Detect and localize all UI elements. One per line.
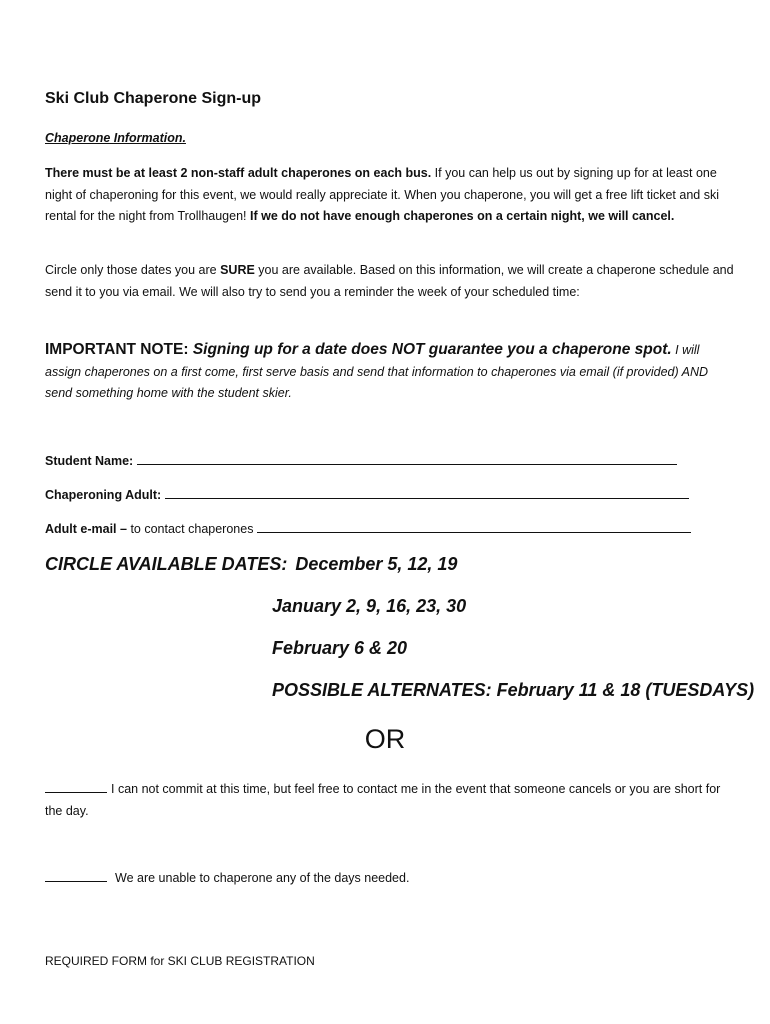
chaperoning-adult-field xyxy=(45,486,689,502)
requirement-bold-text: There must be at least 2 non-staff adult chaperones on each bus. xyxy=(45,166,432,180)
circle-dates-row xyxy=(45,554,457,575)
student-name-label: Student Name: xyxy=(45,454,134,468)
student-name-field xyxy=(45,452,677,468)
adult-email-line[interactable] xyxy=(257,520,691,533)
adult-email-field xyxy=(45,520,691,536)
option-unable xyxy=(45,868,735,890)
cannot-commit-blank[interactable] xyxy=(45,780,107,793)
circle-text-2: you are available. Based on this information, we will create a chaperone schedule and send it to you via email. We will also try to send you a reminder the week of your scheduled time: xyxy=(45,263,734,299)
requirement-text: If you can help us out by signing up for at least one night of chaperoning for this event, we would really appreciate it. When you chaperone, you will get a free lift ticket and ski rental for the night from Trollhaugen! xyxy=(45,166,719,223)
circle-text-1: Circle only those dates you are xyxy=(45,263,221,277)
circle-dates-paragraph xyxy=(45,260,735,303)
important-note xyxy=(45,339,735,405)
date-option-december[interactable]: December 5, 12, 19 xyxy=(295,554,458,574)
date-option-january[interactable]: January 2, 9, 16, 23, 30 xyxy=(272,596,467,616)
option-cannot-commit xyxy=(45,779,735,822)
unable-text: We are unable to chaperone any of the days needed. xyxy=(115,871,410,885)
chaperoning-adult-line[interactable] xyxy=(165,486,689,499)
date-option-alternates[interactable]: POSSIBLE ALTERNATES: February 11 & 18 (TUESDAYS) xyxy=(272,680,755,700)
chaperoning-adult-label: Chaperoning Adult: xyxy=(45,488,162,502)
cancel-warning-text: If we do not have enough chaperones on a certain night, we will cancel. xyxy=(246,209,675,223)
circle-dates-label: CIRCLE AVAILABLE DATES: xyxy=(45,554,288,574)
cannot-commit-text: I can not commit at this time, but feel free to contact me in the event that someone cancels or you are short for the day. xyxy=(45,782,721,818)
adult-email-hint: to contact chaperones xyxy=(130,522,254,536)
unable-blank[interactable] xyxy=(45,869,107,882)
adult-email-label: Adult e-mail – xyxy=(45,522,127,536)
or-divider: OR xyxy=(364,724,406,754)
important-note-lead: IMPORTANT NOTE: xyxy=(45,341,189,358)
page-title: Ski Club Chaperone Sign-up xyxy=(45,90,262,107)
section-heading: Chaperone Information. xyxy=(45,131,186,145)
important-note-text: I will assign chaperones on a first come, first serve basis and send that information to chaperones via email (if provided) AND send something home with the student skier. xyxy=(45,343,709,400)
student-name-line[interactable] xyxy=(137,452,677,465)
date-option-february[interactable]: February 6 & 20 xyxy=(272,638,408,658)
chaperone-requirement-paragraph xyxy=(45,163,735,228)
sure-text: SURE xyxy=(220,263,255,277)
footer-text: REQUIRED FORM for SKI CLUB REGISTRATION xyxy=(45,954,315,968)
important-note-emphasis: Signing up for a date does NOT guarantee you a chaperone spot. xyxy=(188,341,672,358)
